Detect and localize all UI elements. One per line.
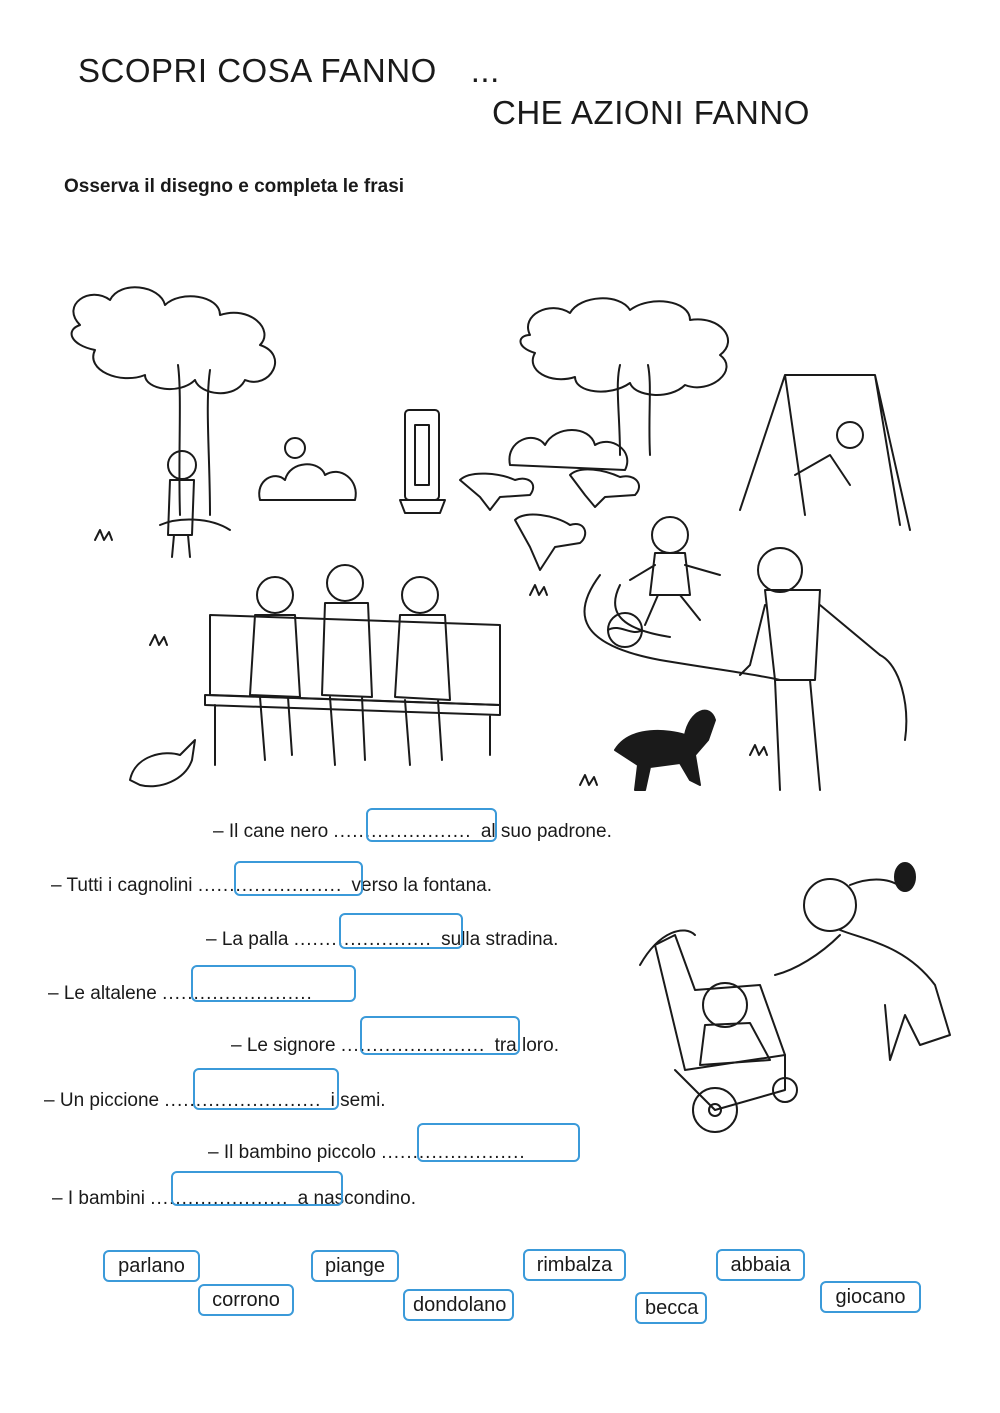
mother-stroller-illustration — [635, 855, 965, 1145]
word-chip-abbaia[interactable]: abbaia — [716, 1249, 805, 1281]
title-left: SCOPRI COSA FANNO ... — [78, 52, 500, 89]
sentence-5: – Le signore ....................... tra loro. — [231, 1035, 559, 1056]
sentence-8: – I bambini ...................... a nascondino. — [52, 1188, 416, 1209]
sentence-7: – Il bambino piccolo ....................... — [208, 1142, 526, 1163]
answer-box-3[interactable] — [339, 913, 463, 949]
title-right: CHE AZIONI FANNO — [492, 94, 810, 131]
answer-box-5[interactable] — [360, 1016, 520, 1055]
sentence-1: – Il cane nero ...................... al suo padrone. — [213, 821, 612, 842]
word-chip-corrono[interactable]: corrono — [198, 1284, 294, 1316]
answer-box-1[interactable] — [366, 808, 497, 842]
word-chip-giocano[interactable]: giocano — [820, 1281, 921, 1313]
sentence-2: – Tutti i cagnolini ....................... verso la fontana. — [51, 875, 493, 896]
park-scene-illustration — [60, 285, 940, 815]
word-chip-piange[interactable]: piange — [311, 1250, 399, 1282]
sentence-6: – Un piccione ......................... i semi. — [44, 1090, 386, 1111]
title-ellipsis: ... — [470, 52, 500, 89]
answer-box-7[interactable] — [417, 1123, 580, 1162]
answer-box-8[interactable] — [171, 1171, 343, 1206]
answer-box-4[interactable] — [191, 965, 356, 1002]
word-chip-rimbalza[interactable]: rimbalza — [523, 1249, 626, 1281]
sentence-3: – La palla ...................... sulla stradina. — [206, 929, 559, 950]
sentence-4: – Le altalene ........................ — [48, 983, 313, 1004]
word-chip-parlano[interactable]: parlano — [103, 1250, 200, 1282]
word-chip-dondolano[interactable]: dondolano — [403, 1289, 514, 1321]
word-chip-becca[interactable]: becca — [635, 1292, 707, 1324]
answer-box-6[interactable] — [193, 1068, 339, 1110]
instruction: Osserva il disegno e completa le frasi — [64, 176, 405, 197]
answer-box-2[interactable] — [234, 861, 363, 896]
